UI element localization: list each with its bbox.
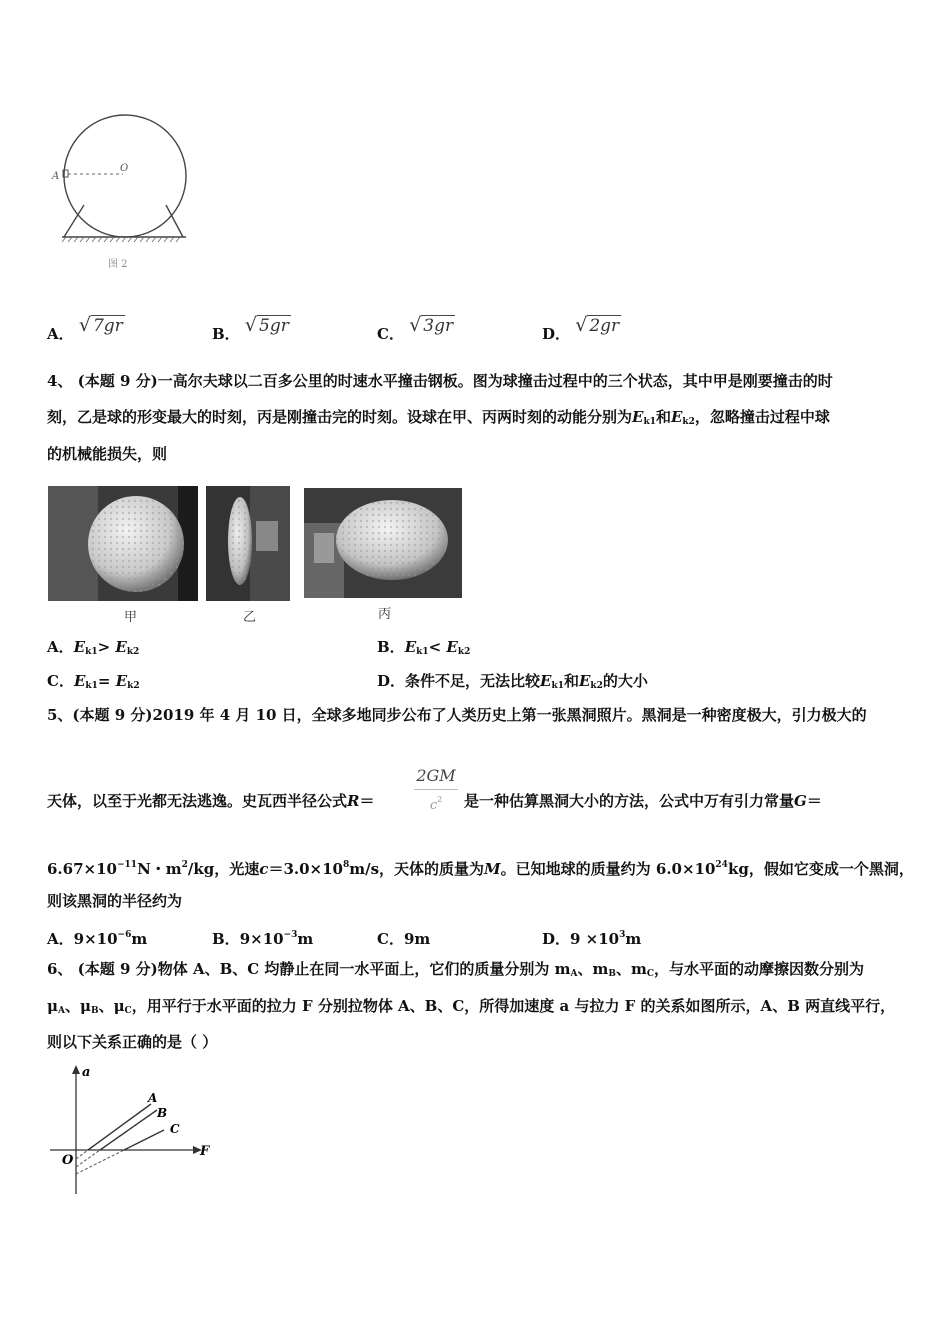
a-f-graph — [44, 1062, 224, 1202]
line-b-dashed — [76, 1150, 100, 1167]
x-axis-label: F — [200, 1144, 210, 1159]
q4-option-d[interactable]: D．条件不足，无法比较$E_{k1}$和$E_{k2}$的大小 — [377, 672, 648, 691]
q5-line2-post: 是一种估算黑洞大小的方法，公式中万有引力常量G＝ — [464, 792, 822, 810]
q5-line1: 5、(本题 9 分)2019 年 4 月 10 日，全球多地同步公布了人类历史上第一张黑洞照片。黑洞是一种密度极大，引力极大的 — [47, 706, 867, 724]
q4-option-b[interactable]: B．$E_{k1}< E_{k2}$ — [377, 638, 471, 657]
q6-line1: 6、 (本题 9 分)物体 A、B、C 均静止在同一水平面上，它们的质量分别为 $m_A$、$m_B$、$m_C$，与水平面的动摩擦因数分别为 — [47, 960, 865, 979]
line-c-dashed — [76, 1150, 124, 1174]
caption-jia: 甲 — [124, 610, 138, 625]
line-b — [100, 1110, 157, 1150]
q6-line2: $\mu_A$、$\mu_B$、$\mu_C$，用平行于水平面的拉力 F 分别拉物体 A、B、C，所得加速度 a 与拉力 F 的关系如图所示，A、B 两直线平行， — [47, 997, 896, 1016]
caption-yi: 乙 — [243, 610, 257, 625]
q4-line2: 刻，乙是球的形变最大的时刻，丙是刚撞击完的时刻。设球在甲、丙两时刻的动能分别为$E_{k1}$和$E_{k2}$，忽略撞击过程中球 — [47, 408, 830, 427]
y-axis-label: a — [82, 1065, 91, 1080]
q3-option-c[interactable]: C． √ 3gr — [377, 314, 454, 343]
line-a-dashed — [76, 1150, 88, 1159]
q5-line3: $6.67\times 10^{-11}N$・$m^2/kg$，光速$c=3.0\times 10^8m/s$，天体的质量为M。已知地球的质量约为 $6.0\times 10^{24}kg$，假如它变成一个黑洞， — [47, 860, 914, 878]
q4-line1: 4、 (本题 9 分)一高尔夫球以二百多公里的时速水平撞击钢板。图为球撞击过程中的三个状态，其中甲是刚要撞击的时 — [47, 372, 833, 390]
label-a: A — [52, 171, 60, 182]
origin-label: O — [62, 1153, 74, 1168]
label-o: O — [120, 163, 129, 174]
golf-photo-bing — [304, 488, 462, 598]
q4-line3: 的机械能损失，则 — [47, 445, 168, 463]
q3-option-b[interactable]: B． √ 5gr — [212, 314, 289, 343]
q4-option-c[interactable]: C．$E_{k1}= E_{k2}$ — [47, 672, 140, 691]
q5-option-b[interactable]: B．$9\times 10^{-3}m$ — [212, 930, 314, 948]
line-c — [124, 1130, 164, 1150]
q5-option-d[interactable]: D．$9 \times 10^3m$ — [542, 930, 642, 948]
fraction-numerator: 2GM — [416, 766, 456, 785]
line-a-label: A — [148, 1091, 158, 1105]
circle-figure — [48, 105, 198, 275]
caption-bing: 丙 — [378, 607, 392, 622]
q5-option-a[interactable]: A．$9\times 10^{-6}m$ — [47, 930, 148, 948]
figure-caption: 图 2 — [108, 259, 128, 270]
schwarzschild-fraction: 2GM $c^2$ — [410, 765, 462, 816]
line-c-label: C — [170, 1122, 180, 1136]
q6-line3: 则以下关系正确的是（ ） — [47, 1033, 218, 1051]
q3-option-a[interactable]: A． √ 7gr — [47, 314, 123, 343]
line-b-label: B — [157, 1106, 168, 1120]
line-a — [88, 1104, 151, 1150]
q5-line2: 天体，以至于光都无法逃逸。史瓦西半径公式R＝ — [47, 792, 375, 810]
y-axis-arrow — [72, 1065, 80, 1074]
q3-option-d[interactable]: D． √ 2gr — [542, 314, 620, 343]
golf-photo-yi — [206, 486, 290, 601]
q5-option-c[interactable]: C．9m — [377, 930, 431, 948]
fraction-denominator: c — [429, 798, 438, 813]
q4-option-a[interactable]: A．$E_{k1}> E_{k2}$ — [47, 638, 140, 657]
golf-photo-jia — [48, 486, 198, 601]
q5-line4: 则该黑洞的半径约为 — [47, 892, 183, 910]
